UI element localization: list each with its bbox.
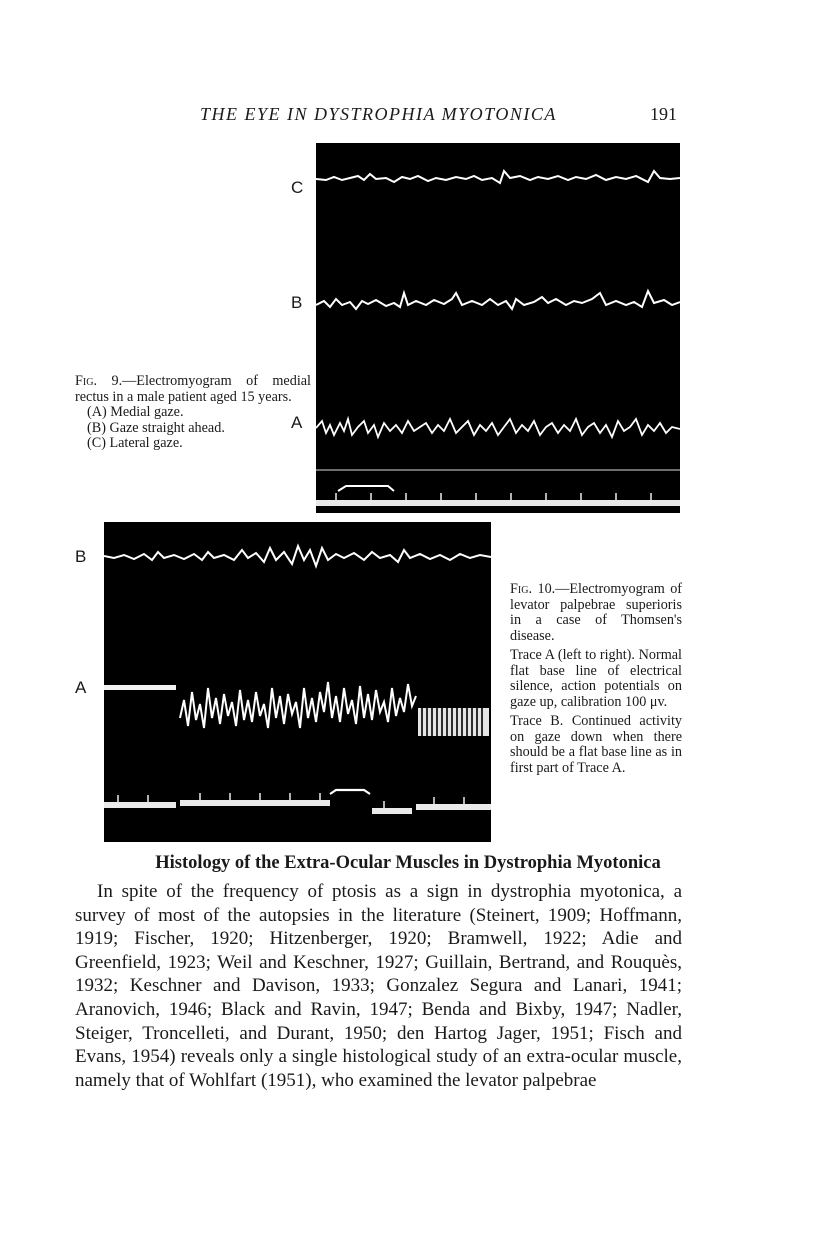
fig10-baseline-flat [104, 685, 176, 690]
fig9-caption-lead: 9.—Electromyogram of medial rectus in a male patient aged 15 years. [75, 373, 311, 405]
fig9-time-marker-band [316, 500, 680, 506]
fig9-trace-label-c: C [291, 178, 304, 197]
figure-9-electromyogram [316, 143, 680, 513]
fig9-caption-item-c: (C) Lateral gaze. [87, 435, 183, 451]
fig9-trace-label-b: B [291, 293, 303, 312]
fig10-time-marker-band-2 [180, 800, 330, 806]
fig10-caption-trace-b: Trace B. Continued activity on gaze down when there should be a flat base line as in first part of Trace A. [510, 713, 682, 776]
fig10-trace-label-a: A [75, 678, 87, 697]
fig9-trace-label-a: A [291, 413, 303, 432]
fig10-trace-a-activity [180, 682, 416, 728]
fig10-calibration-pulse [330, 790, 370, 794]
fig10-caption-lead: 10.—Electromyogram of levator palpebrae superioris in a case of Thomsen's disease. [510, 581, 683, 644]
fig9-calibration-pulse [338, 486, 394, 491]
fig10-caption-trace-a: Trace A (left to right). Normal flat base line of electrical silence, action potentials on gaze up, calibration 100 μv. [510, 647, 682, 710]
figure-10-caption [510, 582, 682, 776]
fig9-trace-a [316, 419, 680, 437]
fig10-trace-b [104, 546, 491, 566]
fig9-caption-item-a: (A) Medial gaze. [87, 404, 184, 420]
fig10-time-marker-band-4 [416, 804, 491, 810]
fig10-time-marker-band-1 [104, 802, 176, 808]
fig9-trace-c [316, 171, 680, 183]
fig9-label: Fig. [75, 373, 97, 389]
figure-9-caption [75, 374, 311, 452]
fig10-time-marker-band-3 [372, 808, 412, 814]
fig9-time-ticks [336, 493, 651, 500]
fig9-caption-item-b: (B) Gaze straight ahead. [87, 419, 225, 436]
section-heading: Histology of the Extra-Ocular Muscles in Dystrophia Myotonica [155, 853, 661, 873]
fig10-label: Fig. [510, 581, 532, 597]
figure-10-electromyogram [104, 522, 491, 842]
fig10-trace-label-b: B [75, 547, 87, 566]
fig9-trace-b [316, 291, 680, 309]
page-number: 191 [650, 104, 677, 124]
fig10-oscillation-burst [418, 708, 489, 736]
body-paragraph: In spite of the frequency of ptosis as a sign in dystrophia myotonica, a survey of most of the autopsies in the literature (Steinert, 1909; Hoffmann, 1919; Fischer, 1920; Hitzenberger, 1920; Bramwell, 1922; Adie and Greenfield, 1923; Weil and Keschner, 1927; Guillain, Bertrand, and Rouquès, 1932; Keschner and Davison, 1933; Gonzalez Segura and Lanari, 1941; Aranovich, 1946; Black and Ravin, 1947; Benda and Bixby, 1947; Nadler, Steiger, Troncelleti, and Durant, 1950; den Hartog Jager, 1951; Fisch and Evans, 1954) reveals only a single histological study of an extra-ocular muscle, namely that of Wohlfart (1951), who examined the levator palpebrae [75, 881, 682, 1091]
running-title: THE EYE IN DYSTROPHIA MYOTONICA [200, 104, 557, 124]
